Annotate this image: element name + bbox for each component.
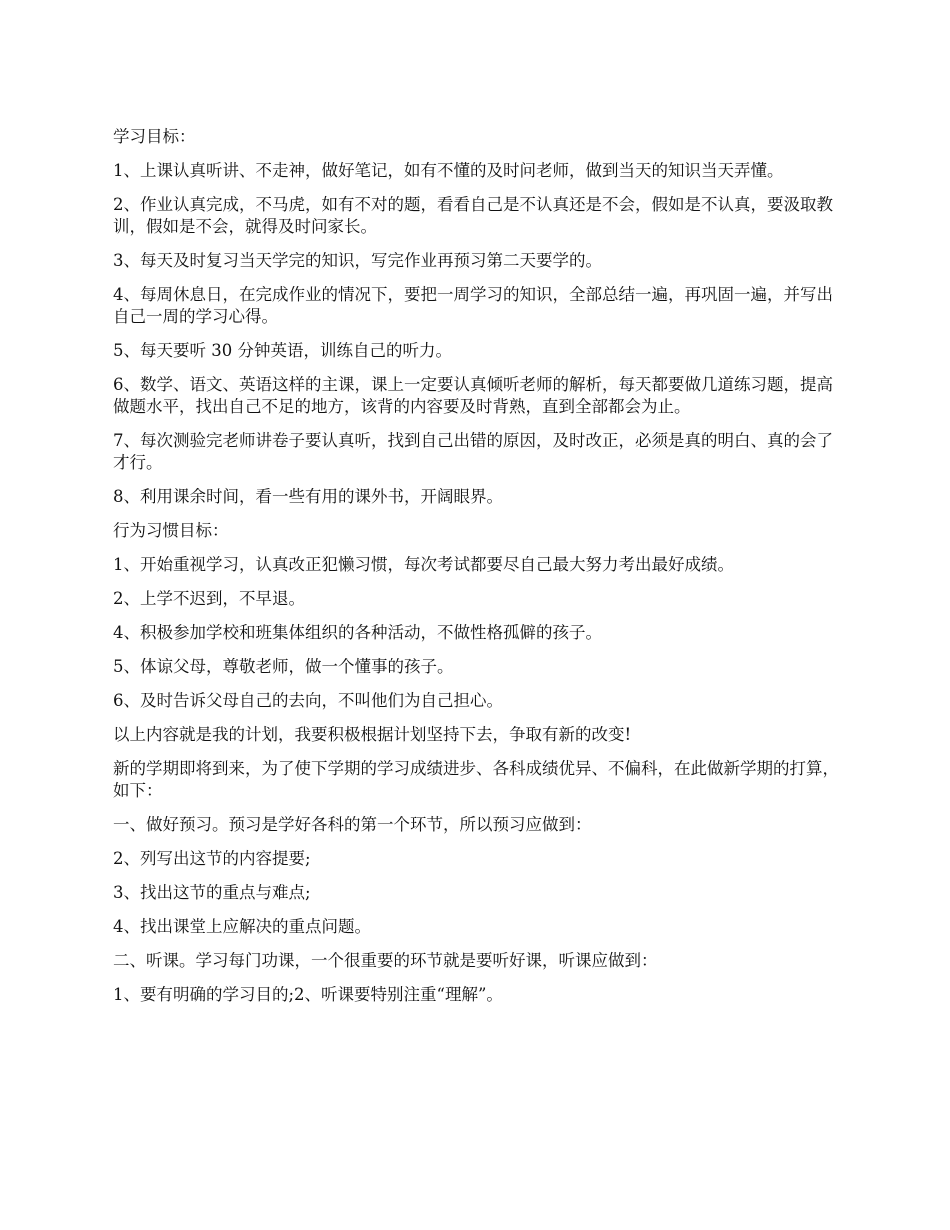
preview-item-2: 2、列写出这节的内容提要; — [113, 849, 311, 868]
listening-items: 1、要有明确的学习目的;2、听课要特别注重“理解”。 — [113, 985, 503, 1004]
behavior-goal-item-6: 6、及时告诉父母自己的去向，不叫他们为自己担心。 — [113, 691, 503, 710]
document-body — [113, 126, 843, 1018]
plan-conclusion: 以上内容就是我的计划，我要积极根据计划坚持下去，争取有新的改变! — [113, 725, 632, 744]
preview-item-3: 3、找出这节的重点与难点; — [113, 883, 311, 902]
study-goal-item-4: 4、每周休息日，在完成作业的情况下，要把一周学习的知识，全部总结一遍，再巩固一遍，并写出自己一周的学习心得。 — [113, 285, 833, 326]
new-semester-intro: 新的学期即将到来，为了使下学期的学习成绩进步、各科成绩优异、不偏科，在此做新学期的打算，如下： — [113, 759, 839, 800]
section-heading-study-goals: 学习目标： — [113, 127, 196, 146]
study-goal-item-5: 5、每天要听 30 分钟英语，训练自己的听力。 — [113, 341, 452, 360]
study-goal-item-7: 7、每次测验完老师讲卷子要认真听，找到自己出错的原因，及时改正，必须是真的明白、真的会了才行。 — [113, 431, 833, 472]
section-heading-preview: 一、做好预习。预习是学好各科的第一个环节，所以预习应做到： — [113, 815, 592, 834]
study-goal-item-1: 1、上课认真听讲、不走神，做好笔记，如有不懂的及时问老师，做到当天的知识当天弄懂。 — [113, 161, 784, 180]
study-goal-item-3: 3、每天及时复习当天学完的知识，写完作业再预习第二天要学的。 — [113, 251, 602, 270]
section-heading-listening: 二、听课。学习每门功课，一个很重要的环节就是要听好课，听课应做到： — [113, 951, 658, 970]
section-heading-behavior-goals: 行为习惯目标： — [113, 521, 229, 540]
behavior-goal-item-5: 5、体谅父母，尊敬老师，做一个懂事的孩子。 — [113, 657, 454, 676]
behavior-goal-item-4: 4、积极参加学校和班集体组织的各种活动，不做性格孤僻的孩子。 — [113, 623, 602, 642]
behavior-goal-item-1: 1、开始重视学习，认真改正犯懒习惯，每次考试都要尽自己最大努力考出最好成绩。 — [113, 555, 734, 574]
study-goal-item-8: 8、利用课余时间，看一些有用的课外书，开阔眼界。 — [113, 487, 503, 506]
study-goal-item-6: 6、数学、语文、英语这样的主课，课上一定要认真倾听老师的解析，每天都要做几道练习题，提高做题水平，找出自己不足的地方，该背的内容要及时背熟，直到全部都会为止。 — [113, 375, 833, 416]
study-goal-item-2: 2、作业认真完成，不马虎，如有不对的题，看看自己是不认真还是不会，假如是不认真，要汲取教训，假如是不会，就得及时问家长。 — [113, 195, 833, 236]
behavior-goal-item-2: 2、上学不迟到，不早退。 — [113, 589, 305, 608]
preview-item-4: 4、找出课堂上应解决的重点问题。 — [113, 917, 371, 936]
